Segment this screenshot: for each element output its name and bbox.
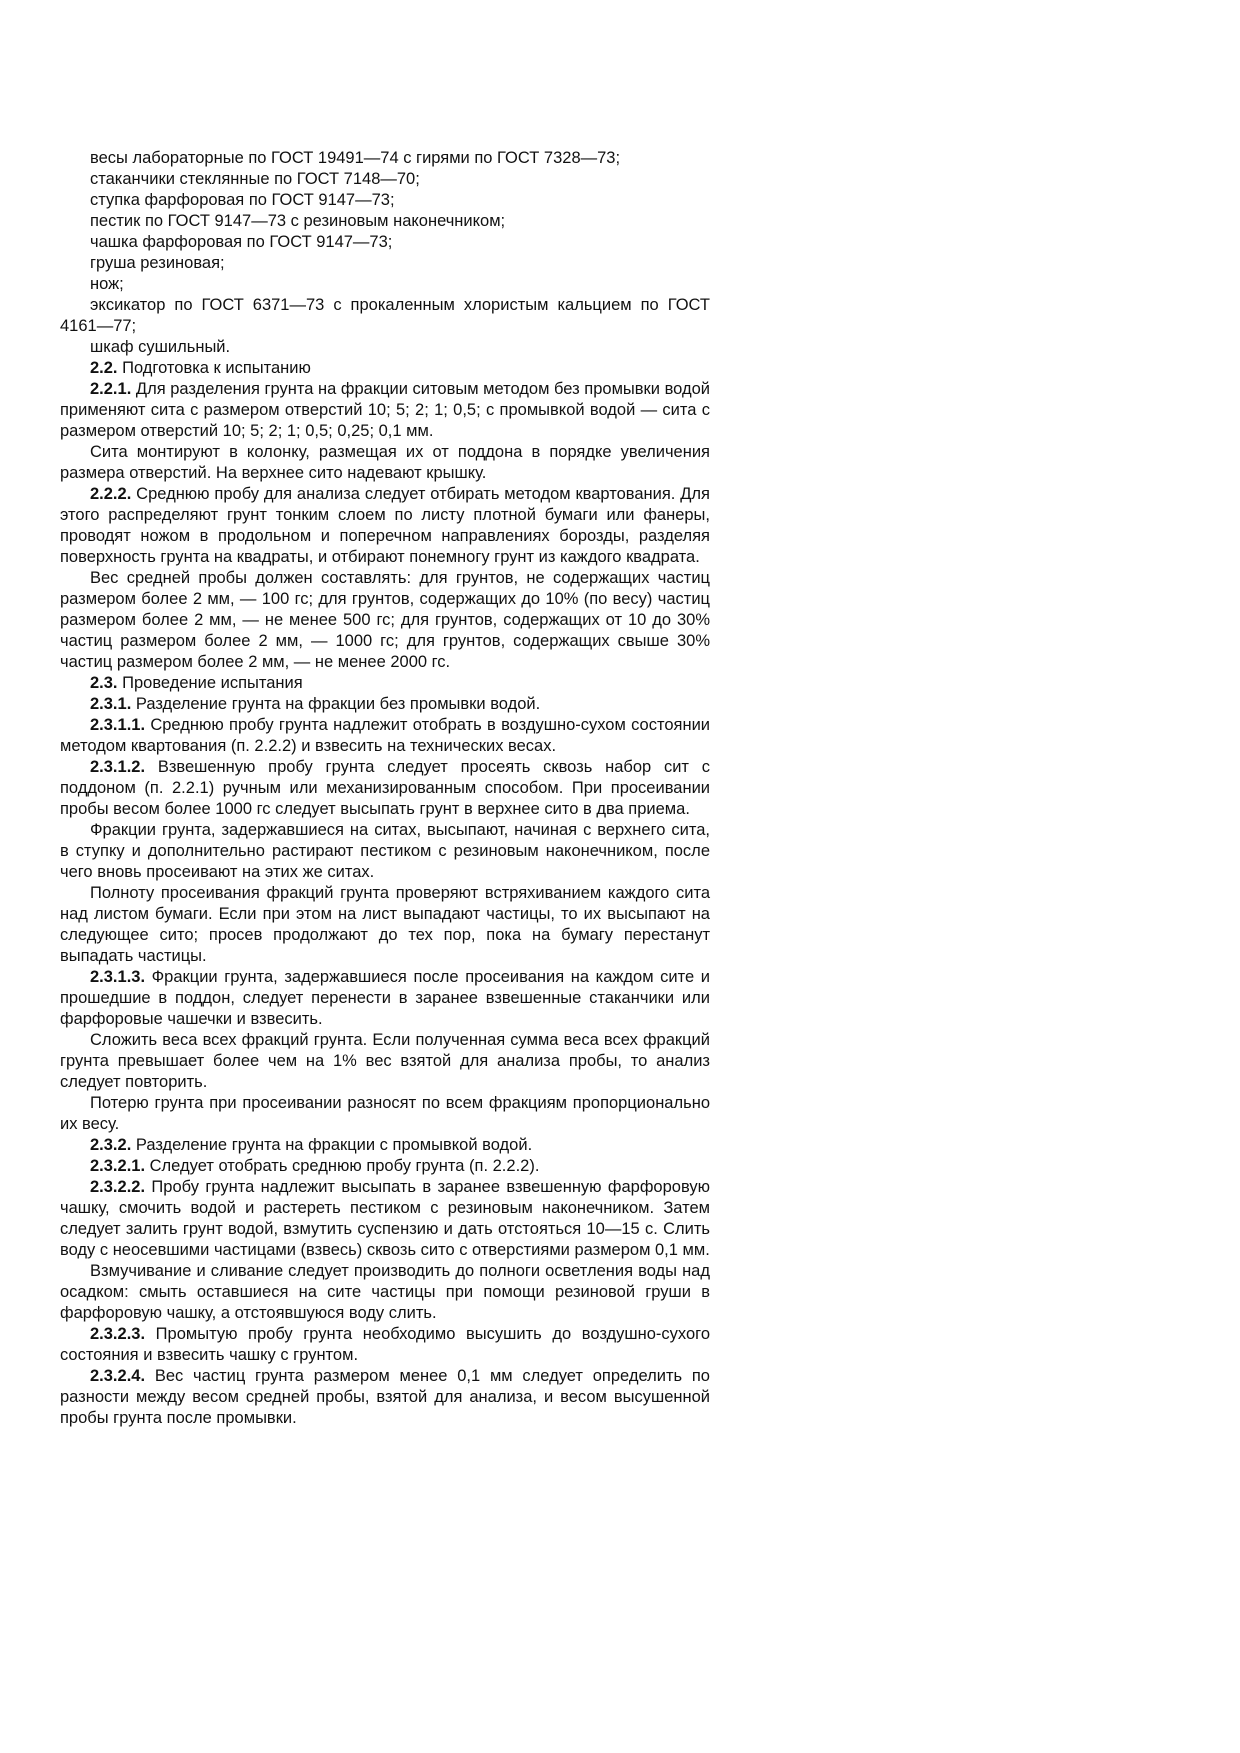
section-number: 2.3.2.4. xyxy=(90,1367,146,1385)
paragraph-text: Пробу грунта надлежит высыпать в заранее взвешенную фарфоровую чашку, смочить водой и растереть пестиком с резиновым наконечником. Затем следует залить грунт водой, взмутить суспензию и дать отстояться 10—15 с. Слить воду с неосевшими частицами (взвесь) сквозь сито с отверстиями размером 0,1 мм. xyxy=(60,1178,710,1259)
paragraph xyxy=(60,169,710,190)
numbered-paragraph xyxy=(60,1156,710,1177)
section-number: 2.3.2.1. xyxy=(90,1157,146,1175)
section-number: 2.3.2.3. xyxy=(90,1325,146,1343)
section-number: 2.3.1.2. xyxy=(90,758,146,776)
paragraph-text: Фракции грунта, задержавшиеся на ситах, высыпают, начиная с верхнего сита, в ступку и дополнительно растирают пестиком с резиновым наконечником, после чего вновь просеивают на этих же ситах. xyxy=(60,821,710,881)
paragraph-text: Фракции грунта, задержавшиеся после просеивания на каждом сите и прошедшие в поддон, следует перенести в заранее взвешенные стаканчики или фарфоровые чашечки и взвесить. xyxy=(60,968,710,1028)
paragraph-text: Потерю грунта при просеивании разносят по всем фракциям пропорционально их весу. xyxy=(60,1094,710,1133)
numbered-paragraph xyxy=(60,1177,710,1261)
paragraph-text: Для разделения грунта на фракции ситовым методом без промывки водой применяют сита с размером отверстий 10; 5; 2; 1; 0,5; с промывкой водой — сита с размером отверстий 10; 5; 2; 1; 0,5; 0,25; 0,1 мм. xyxy=(60,380,710,440)
paragraph-text: Следует отобрать среднюю пробу грунта (п. 2.2.2). xyxy=(149,1157,540,1175)
paragraph-text: Среднюю пробу для анализа следует отбирать методом квартования. Для этого распределяют грунт тонким слоем по листу плотной бумаги или фанеры, проводят ножом в продольном и поперечном направлениях борозды, разделяя поверхность грунта на квадраты, и отбирают понемногу грунт из каждого квадрата. xyxy=(60,485,710,566)
numbered-paragraph xyxy=(60,358,710,379)
paragraph-text: Взвешенную пробу грунта следует просеять сквозь набор сит с поддоном (п. 2.2.1) ручным или механизированным способом. При просеивании пробы весом более 1000 гс следует высыпать грунт в верхнее сито в два приема. xyxy=(60,758,710,818)
paragraph xyxy=(60,148,710,169)
paragraph xyxy=(60,274,710,295)
section-number: 2.3.2.2. xyxy=(90,1178,146,1196)
section-number: 2.2.1. xyxy=(90,380,132,398)
paragraph-text: груша резиновая; xyxy=(90,254,225,272)
paragraph xyxy=(60,1030,710,1093)
paragraph-text: Разделение грунта на фракции без промывки водой. xyxy=(135,695,541,713)
section-number: 2.3. xyxy=(90,674,118,692)
numbered-paragraph xyxy=(60,1366,710,1429)
numbered-paragraph xyxy=(60,484,710,568)
numbered-paragraph xyxy=(60,967,710,1030)
paragraph-text: Промытую пробу грунта необходимо высушить до воздушно-сухого состояния и взвесить чашку с грунтом. xyxy=(60,1325,710,1364)
numbered-paragraph xyxy=(60,694,710,715)
paragraph xyxy=(60,295,710,337)
paragraph xyxy=(60,883,710,967)
section-number: 2.3.1.3. xyxy=(90,968,146,986)
paragraph-text: Сита монтируют в колонку, размещая их от поддона в порядке увеличения размера отверстий. На верхнее сито надевают крышку. xyxy=(60,443,710,482)
paragraph-text: Среднюю пробу грунта надлежит отобрать в воздушно-сухом состоянии методом квартования (п. 2.2.2) и взвесить на технических весах. xyxy=(60,716,710,755)
section-number: 2.2. xyxy=(90,359,118,377)
section-number: 2.3.1.1. xyxy=(90,716,146,734)
paragraph xyxy=(60,190,710,211)
section-number: 2.2.2. xyxy=(90,485,132,503)
paragraph-text: Полноту просеивания фракций грунта проверяют встряхиванием каждого сита над листом бумаги. Если при этом на лист выпадают частицы, то их высыпают на следующее сито; просев продолжают до тех пор, пока на бумагу перестанут выпадать частицы. xyxy=(60,884,710,965)
paragraph-text: шкаф сушильный. xyxy=(90,338,231,356)
paragraph-text: Вес частиц грунта размером менее 0,1 мм следует определить по разности между весом средней пробы, взятой для анализа, и весом высушенной пробы грунта после промывки. xyxy=(60,1367,710,1427)
paragraph-text: Взмучивание и сливание следует производить до полноги осветления воды над осадком: смыть оставшиеся на сите частицы при помощи резиновой груши в фарфоровую чашку, а отстоявшуюся воду слить. xyxy=(60,1262,710,1322)
numbered-paragraph xyxy=(60,379,710,442)
paragraph xyxy=(60,211,710,232)
paragraph-text: чашка фарфоровая по ГОСТ 9147—73; xyxy=(90,233,393,251)
numbered-paragraph xyxy=(60,1324,710,1366)
paragraph xyxy=(60,1261,710,1324)
numbered-paragraph xyxy=(60,673,710,694)
paragraph xyxy=(60,253,710,274)
paragraph-text: эксикатор по ГОСТ 6371—73 с прокаленным хлористым кальцием по ГОСТ 4161—77; xyxy=(60,296,710,335)
paragraph xyxy=(60,337,710,358)
paragraph-text: ступка фарфоровая по ГОСТ 9147—73; xyxy=(90,191,395,209)
section-number: 2.3.2. xyxy=(90,1136,132,1154)
paragraph-text: пестик по ГОСТ 9147—73 с резиновым наконечником; xyxy=(90,212,506,230)
section-number: 2.3.1. xyxy=(90,695,132,713)
paragraph-text: Проведение испытания xyxy=(122,674,303,692)
numbered-paragraph xyxy=(60,715,710,757)
paragraph-text: Разделение грунта на фракции с промывкой водой. xyxy=(135,1136,533,1154)
document-page xyxy=(60,148,710,1429)
numbered-paragraph xyxy=(60,757,710,820)
paragraph-text: стаканчики стеклянные по ГОСТ 7148—70; xyxy=(90,170,420,188)
paragraph xyxy=(60,820,710,883)
paragraph xyxy=(60,232,710,253)
paragraph-text: весы лабораторные по ГОСТ 19491—74 с гирями по ГОСТ 7328—73; xyxy=(90,149,621,167)
paragraph-text: Вес средней пробы должен составлять: для грунтов, не содержащих частиц размером более 2 мм, — 100 гс; для грунтов, содержащих до 10% (по весу) частиц размером более 2 мм, — не менее 500 гс; для грунтов, содержащих от 10 до 30% частиц размером более 2 мм, — 1000 гс; для грунтов, содержащих свыше 30% частиц размером более 2 мм, — не менее 2000 гс. xyxy=(60,569,710,671)
paragraph xyxy=(60,1093,710,1135)
paragraph xyxy=(60,568,710,673)
paragraph-text: нож; xyxy=(90,275,124,293)
paragraph xyxy=(60,442,710,484)
numbered-paragraph xyxy=(60,1135,710,1156)
paragraph-text: Сложить веса всех фракций грунта. Если полученная сумма веса всех фракций грунта превышает более чем на 1% вес взятой для анализа пробы, то анализ следует повторить. xyxy=(60,1031,710,1091)
paragraph-text: Подготовка к испытанию xyxy=(122,359,311,377)
